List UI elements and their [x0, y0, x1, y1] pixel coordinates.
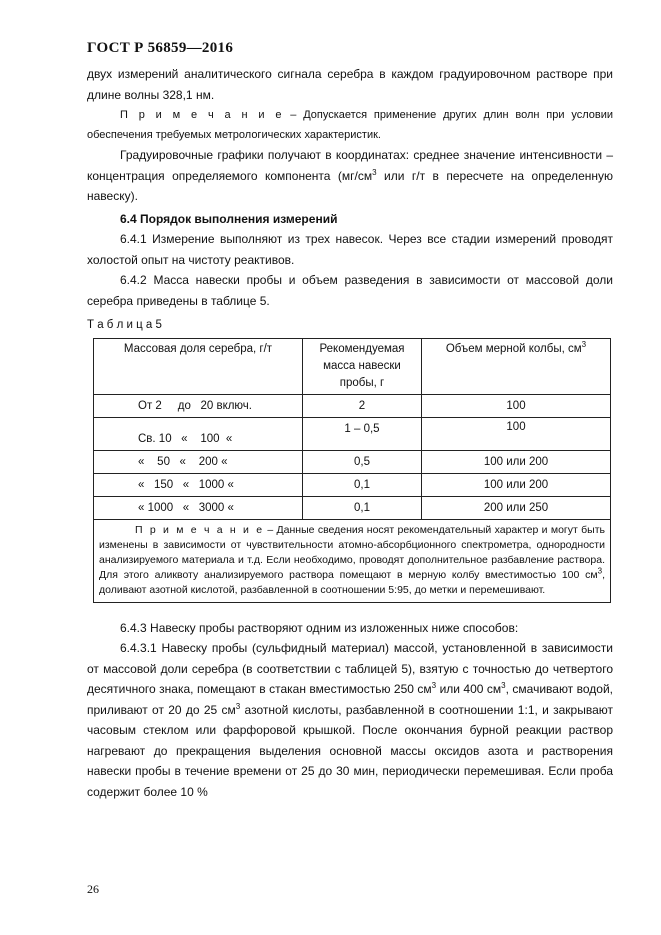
section-heading: 6.4 Порядок выполнения измерений: [120, 211, 338, 226]
superscript: 3: [235, 701, 241, 711]
note-paragraph: [87, 105, 613, 145]
calibration-paragraph: [87, 145, 613, 207]
cell-volume: 100 или 200: [422, 450, 611, 473]
table-note-label: П р и м е ч а н и е: [135, 523, 265, 536]
cell-volume: 100 или 200: [422, 473, 611, 496]
cell-volume: 100: [422, 394, 611, 417]
cell-mass: 0,1: [303, 473, 422, 496]
superscript: 3: [501, 681, 506, 691]
cell-range: « 50 « 200 «: [94, 450, 303, 473]
cell-range: « 1000 « 3000 «: [94, 496, 303, 519]
column-header-flask-volume-text: Объем мерной колбы, см: [445, 342, 582, 355]
cell-volume: 100: [422, 417, 611, 450]
page-number: 26: [87, 882, 99, 896]
cell-mass: 0,1: [303, 496, 422, 519]
note-text: – Допускается применение других длин волн при условии обеспечения требуемых метрологических характеристик.: [87, 109, 614, 141]
superscript: 3: [431, 681, 437, 691]
table-note-text-1: – Данные сведения носят рекомендательный характер и могут быть изменены в зависимости от чувствительности атомно-абсорбционного спектрометра, однородности анализируемого материала и т.д. Если необходимо, проводят дополнительное разбавление раствора. Для этого аликвоту анализируемого раствора помещают в мерную колбу вместимостью 100 см: [99, 523, 605, 582]
paragraph-6-4-3-1: [87, 638, 613, 802]
cell-range: « 150 « 1000 «: [94, 473, 303, 496]
table-row: [94, 417, 611, 450]
cell-mass: 0,5: [303, 450, 422, 473]
paragraph-6-4-1: 6.4.1 Измерение выполняют из трех навесок. Через все стадии измерений проводят холостой опыт на чистоту реактивов.: [87, 232, 613, 267]
table-note: [94, 519, 611, 602]
cell-range: Св. 10 « 100 «: [94, 417, 303, 450]
paragraph-6-4-2: 6.4.2 Масса навески пробы и объем разведения в зависимости от массовой доли серебра приведены в таблице 5.: [87, 273, 613, 308]
paragraph-text: или 400 см: [436, 682, 502, 697]
data-table: [93, 338, 611, 603]
table-note-row: [94, 519, 611, 602]
note-label: П р и м е ч а н и е: [120, 109, 284, 121]
cell-mass: 1 – 0,5: [303, 417, 422, 450]
table-row: [94, 496, 611, 519]
superscript: 3: [597, 566, 603, 576]
table-row: [94, 450, 611, 473]
document-header: ГОСТ Р 56859—2016: [87, 40, 234, 56]
calibration-text-2: или г/т в пересчете на определенную навеску).: [87, 168, 613, 203]
table-header-row: [94, 338, 611, 394]
paragraph-text: , смачивают водой, приливают от 20 до 25 см: [87, 682, 613, 717]
table-row: [94, 473, 611, 496]
cell-volume: 200 или 250: [422, 496, 611, 519]
superscript: 3: [372, 167, 377, 177]
column-header-flask-volume: [422, 338, 611, 394]
calibration-text-1: Градуировочные графики получают в координатах: среднее значение интенсивности – концентрация определяемого компонента (мг/см: [87, 148, 613, 183]
cell-range: От 2 до 20 включ.: [94, 394, 303, 417]
column-header-sample-mass: Рекомендуемая масса навески пробы, г: [303, 338, 422, 394]
table-caption: Т а б л и ц а 5: [87, 319, 162, 331]
superscript: 3: [581, 339, 587, 349]
column-header-silver-fraction: Массовая доля серебра, г/т: [94, 338, 303, 394]
table-note-text-2: , доливают азотной кислотой, разбавленной в соотношении 5:95, до метки и перемешивают.: [99, 569, 605, 597]
paragraph-6-4-3: 6.4.3 Навеску пробы растворяют одним из изложенных ниже способов:: [120, 620, 519, 635]
table-row: [94, 394, 611, 417]
paragraph-text: 6.4.3.1 Навеску пробы (сульфидный материал) массой, установленной в зависимости от массовой доли серебра (в соответствии с таблицей 5), взятую с точностью до четвертого десятичного знака, помещают в стакан вместимостью 250 см: [87, 641, 613, 697]
cell-mass: 2: [303, 394, 422, 417]
paragraph-continuation: двух измерений аналитического сигнала серебра в каждом градуировочном растворе при длине волны 328,1 нм.: [87, 67, 613, 102]
paragraph-text: азотной кислоты, разбавленной в соотношении 1:1, и закрывают часовым стеклом или фарфоровой крышкой. После окончания бурной реакции раствор нагревают до прекращения выделения основной массы оксидов азота и растворения навески пробы в течение времени от 25 до 30 мин, периодически перемешивая. Если проба содержит более 10 %: [87, 702, 613, 799]
document-body: [87, 64, 613, 802]
